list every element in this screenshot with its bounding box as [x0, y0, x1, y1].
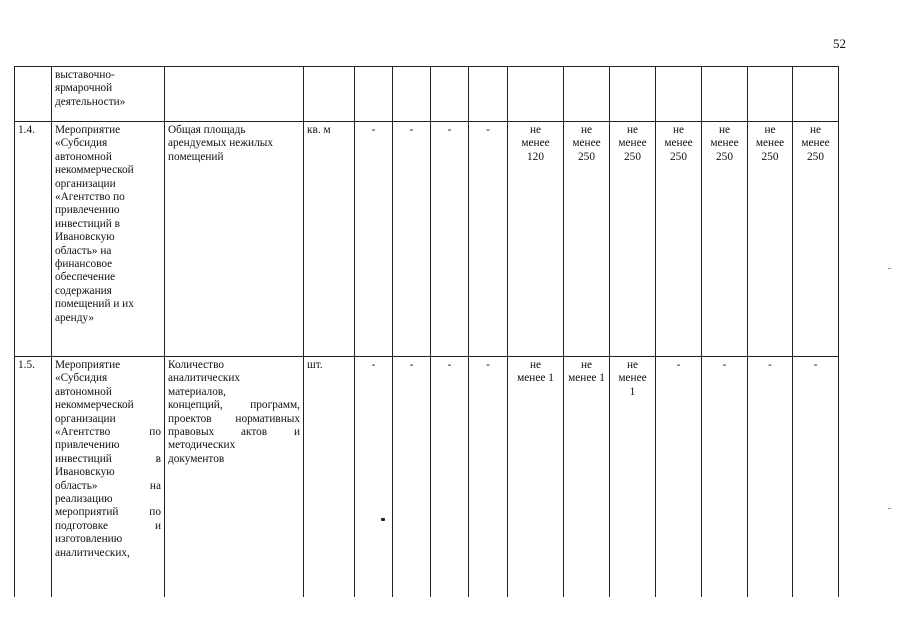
cell-line: не	[580, 359, 593, 371]
value-cell	[431, 357, 469, 597]
row-number-cell	[15, 357, 52, 597]
value-cell	[702, 67, 748, 122]
cell-line: менее	[618, 137, 647, 150]
cell-line: «Субсидия	[55, 372, 108, 385]
value-cell	[793, 122, 839, 357]
unit-label: кв. м	[307, 124, 331, 136]
cell-line: документов	[168, 452, 225, 465]
cell-line: менее	[801, 137, 830, 150]
cell-line: -	[447, 359, 452, 371]
cell-line: -	[371, 359, 376, 371]
value-cell	[656, 122, 702, 357]
cell-line: менее	[664, 137, 693, 150]
value-cell	[702, 357, 748, 597]
value-cell	[355, 122, 393, 357]
cell-line: менее	[521, 137, 550, 150]
cell-line: методических	[168, 439, 236, 452]
cell-line: автономной	[55, 150, 112, 163]
value-cell	[355, 357, 393, 597]
cell-line: область» на	[55, 479, 161, 492]
cell-line: мероприятий по	[55, 506, 161, 519]
row-number-cell	[15, 122, 52, 357]
indicators-table	[14, 66, 839, 597]
scan-speck	[888, 508, 891, 509]
value-cell	[508, 357, 564, 597]
cell-line: концепций, программ,	[168, 399, 300, 412]
cell-line: «Агентство по	[55, 191, 125, 204]
cell-line: -	[447, 124, 452, 136]
cell-line: менее	[572, 137, 601, 150]
table-row	[15, 67, 839, 122]
cell-line: 250	[578, 150, 595, 163]
cell-line: ярмарочной	[55, 82, 113, 95]
cell-line: менее	[710, 137, 739, 150]
cell-line: -	[486, 124, 490, 136]
value-cell	[656, 67, 702, 122]
cell-line: материалов,	[168, 385, 226, 398]
cell-line: некоммерческой	[55, 164, 134, 177]
cell-line: менее	[618, 372, 647, 385]
value-cell	[355, 67, 393, 122]
cell-line: «Субсидия	[55, 137, 108, 150]
cell-line: не	[764, 124, 776, 136]
cell-line: -	[409, 124, 414, 136]
value-cell	[748, 357, 793, 597]
cell-line: инвестиций в	[55, 217, 120, 230]
value-cell	[508, 122, 564, 357]
cell-line: Мероприятие	[55, 359, 121, 371]
value-cell	[610, 357, 656, 597]
value-cell	[656, 357, 702, 597]
cell-line: арендуемых нежилых	[168, 137, 273, 150]
cell-line: автономной	[55, 385, 112, 398]
cell-line: не	[626, 124, 639, 136]
cell-line: не	[580, 124, 593, 136]
cell-line: -	[768, 359, 772, 371]
row-number: 1.5.	[18, 359, 35, 371]
cell-line: правовых актов и	[168, 426, 300, 439]
cell-line: не	[626, 359, 639, 371]
cell-line: -	[486, 359, 490, 371]
value-cell	[469, 357, 508, 597]
value-cell	[793, 67, 839, 122]
value-cell	[748, 122, 793, 357]
value-cell	[793, 357, 839, 597]
value-cell	[748, 67, 793, 122]
cell-line: -	[676, 359, 681, 371]
value-cell	[564, 357, 610, 597]
cell-line: не	[809, 124, 822, 136]
measure-name-cell	[52, 122, 165, 357]
table-row	[15, 357, 839, 597]
cell-line: подготовке и	[55, 519, 161, 532]
unit-cell	[304, 357, 355, 597]
cell-line: 1	[629, 385, 636, 398]
ink-dot	[381, 518, 385, 521]
indicator-cell	[165, 122, 304, 357]
cell-line: Количество	[168, 359, 224, 371]
cell-line: проектов нормативных	[168, 412, 300, 425]
cell-line: организации	[55, 177, 116, 190]
value-cell	[431, 67, 469, 122]
value-cell	[431, 122, 469, 357]
value-cell	[702, 122, 748, 357]
cell-line: не	[718, 124, 731, 136]
row-number-cell	[15, 67, 52, 122]
value-cell	[610, 122, 656, 357]
cell-line: организации	[55, 412, 116, 425]
value-cell	[508, 67, 564, 122]
value-cell	[393, 357, 431, 597]
cell-line: -	[722, 359, 727, 371]
cell-line: Мероприятие	[55, 124, 121, 136]
cell-line: 120	[527, 150, 544, 163]
cell-line: обеспечение	[55, 271, 116, 284]
scan-speck	[888, 268, 891, 269]
cell-line: финансовое	[55, 258, 113, 271]
unit-cell	[304, 122, 355, 357]
value-cell	[469, 122, 508, 357]
cell-line: не	[672, 124, 685, 136]
value-cell	[393, 122, 431, 357]
cell-line: менее 1	[568, 372, 605, 385]
cell-line: -	[409, 359, 414, 371]
value-cell	[564, 122, 610, 357]
cell-line: 250	[807, 150, 824, 163]
cell-line: менее 1	[517, 372, 554, 385]
cell-line: -	[813, 359, 818, 371]
unit-label: шт.	[307, 359, 323, 371]
cell-line: не	[529, 359, 542, 371]
cell-line: аналитических,	[55, 546, 130, 559]
cell-line: некоммерческой	[55, 399, 134, 412]
cell-line: деятельности»	[55, 95, 126, 108]
cell-line: помещений	[168, 150, 224, 163]
cell-line: 250	[624, 150, 641, 163]
cell-line: Ивановскую	[55, 466, 115, 479]
cell-line: Общая площадь	[168, 124, 246, 136]
cell-line: привлечению	[55, 204, 120, 217]
cell-line: область» на	[55, 244, 112, 257]
cell-line: выставочно-	[55, 69, 115, 81]
page-number: 52	[833, 36, 846, 51]
cell-line: менее	[755, 137, 785, 150]
indicator-cell	[165, 67, 304, 122]
cell-line: реализацию	[55, 493, 113, 506]
cell-line: Ивановскую	[55, 231, 115, 244]
cell-line: 250	[761, 150, 779, 163]
cell-line: -	[371, 124, 376, 136]
cell-line: помещений и их	[55, 298, 134, 311]
unit-cell	[304, 67, 355, 122]
cell-line: аналитических	[168, 372, 241, 385]
cell-line: аренду»	[55, 311, 95, 324]
table-row	[15, 122, 839, 357]
cell-line: содержания	[55, 284, 112, 297]
row-number: 1.4.	[18, 124, 35, 136]
cell-line: 250	[670, 150, 687, 163]
cell-line: изготовлению	[55, 533, 123, 546]
cell-line: инвестиций в	[55, 452, 161, 465]
value-cell	[564, 67, 610, 122]
value-cell	[393, 67, 431, 122]
indicator-cell	[165, 357, 304, 597]
measure-name-cell	[52, 67, 165, 122]
value-cell	[610, 67, 656, 122]
cell-line: 250	[716, 150, 733, 163]
measure-name-cell	[52, 357, 165, 597]
cell-line: не	[529, 124, 542, 136]
cell-line: «Агентство по	[55, 426, 161, 439]
cell-line: привлечению	[55, 439, 120, 452]
value-cell	[469, 67, 508, 122]
